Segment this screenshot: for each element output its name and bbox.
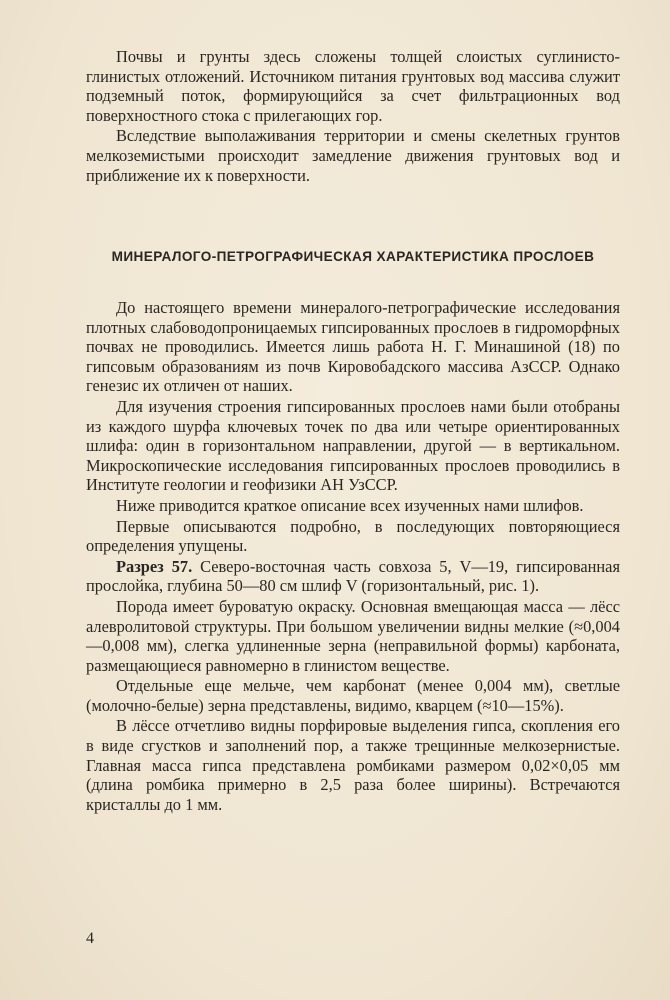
paragraph: Порода имеет буроватую окраску. Основная вмещающая масса — лёсс алевролитовой структуры. При большом увеличении видны мелкие (≈0,004—0,008 мм), слегка удлиненные зерна (неправильной формы) карбоната, размещающиеся равномерно в глинистом веществе.: [86, 596, 620, 675]
paragraph: Вследствие выполаживания территории и смены скелетных грунтов мелкоземистыми происходит замедление движения грунтовых вод и приближение их к поверхности.: [86, 126, 620, 185]
section-heading: МИНЕРАЛОГО-ПЕТРОГРАФИЧЕСКАЯ ХАРАКТЕРИСТИКА ПРОСЛОЕВ: [111, 249, 595, 264]
main-text-block: [86, 298, 620, 814]
section-57-paragraph: [86, 557, 620, 596]
paragraph: Почвы и грунты здесь сложены толщей слоистых суглинисто-глинистых отложений. Источником питания грунтовых вод массива служит подземный поток, формирующийся за счет фильтрационных вод поверхностного стока с прилегающих гор.: [86, 47, 620, 125]
paragraph: Первые описываются подробно, в последующих повторяющиеся определения упущены.: [86, 516, 620, 556]
paragraph: Для изучения строения гипсированных прослоев нами были отобраны из каждого шурфа ключевых точек по два или четыре ориентированных шлифа: один в горизонтальном направлении, другой — в вертикальном. Микроскопические исследования гипсированных прослоев проводились в Институте геологии и геофизики АН УзССР.: [86, 396, 620, 495]
section-57-label: Разрез 57.: [116, 556, 193, 576]
page-number: 4: [86, 930, 94, 947]
paragraph: До настоящего времени минералого-петрографические исследования плотных слабоводопроницаемых гипсированных прослоев в гидроморфных почвах не проводились. Имеется лишь работа Н. Г. Минашиной (18) по гипсовым образованиям из почв Кировобадского массива АзССР. Однако генезис их отличен от наших.: [86, 298, 620, 396]
section-57-text: Северо-восточная часть совхоза 5, V—19, гипсированная прослойка, глубина 50—80 см шлиф V (горизонтальный, рис. 1).: [86, 556, 620, 596]
paragraph: Отдельные еще мельче, чем карбонат (менее 0,004 мм), светлые (молочно-белые) зерна представлены, видимо, кварцем (≈10—15%).: [86, 676, 620, 715]
intro-text-block: [86, 47, 620, 185]
paragraph: Ниже приводится краткое описание всех изученных нами шлифов.: [116, 495, 584, 515]
paragraph: В лёссе отчетливо видны порфировые выделения гипса, скопления его в виде сгустков и заполнений пор, а также трещинные мелкозернистые. Главная масса гипса представлена ромбиками размером 0,02×0,05 мм (длина ромбика примерно в 2,5 раза более ширины). Встречаются кристаллы до 1 мм.: [86, 716, 620, 814]
